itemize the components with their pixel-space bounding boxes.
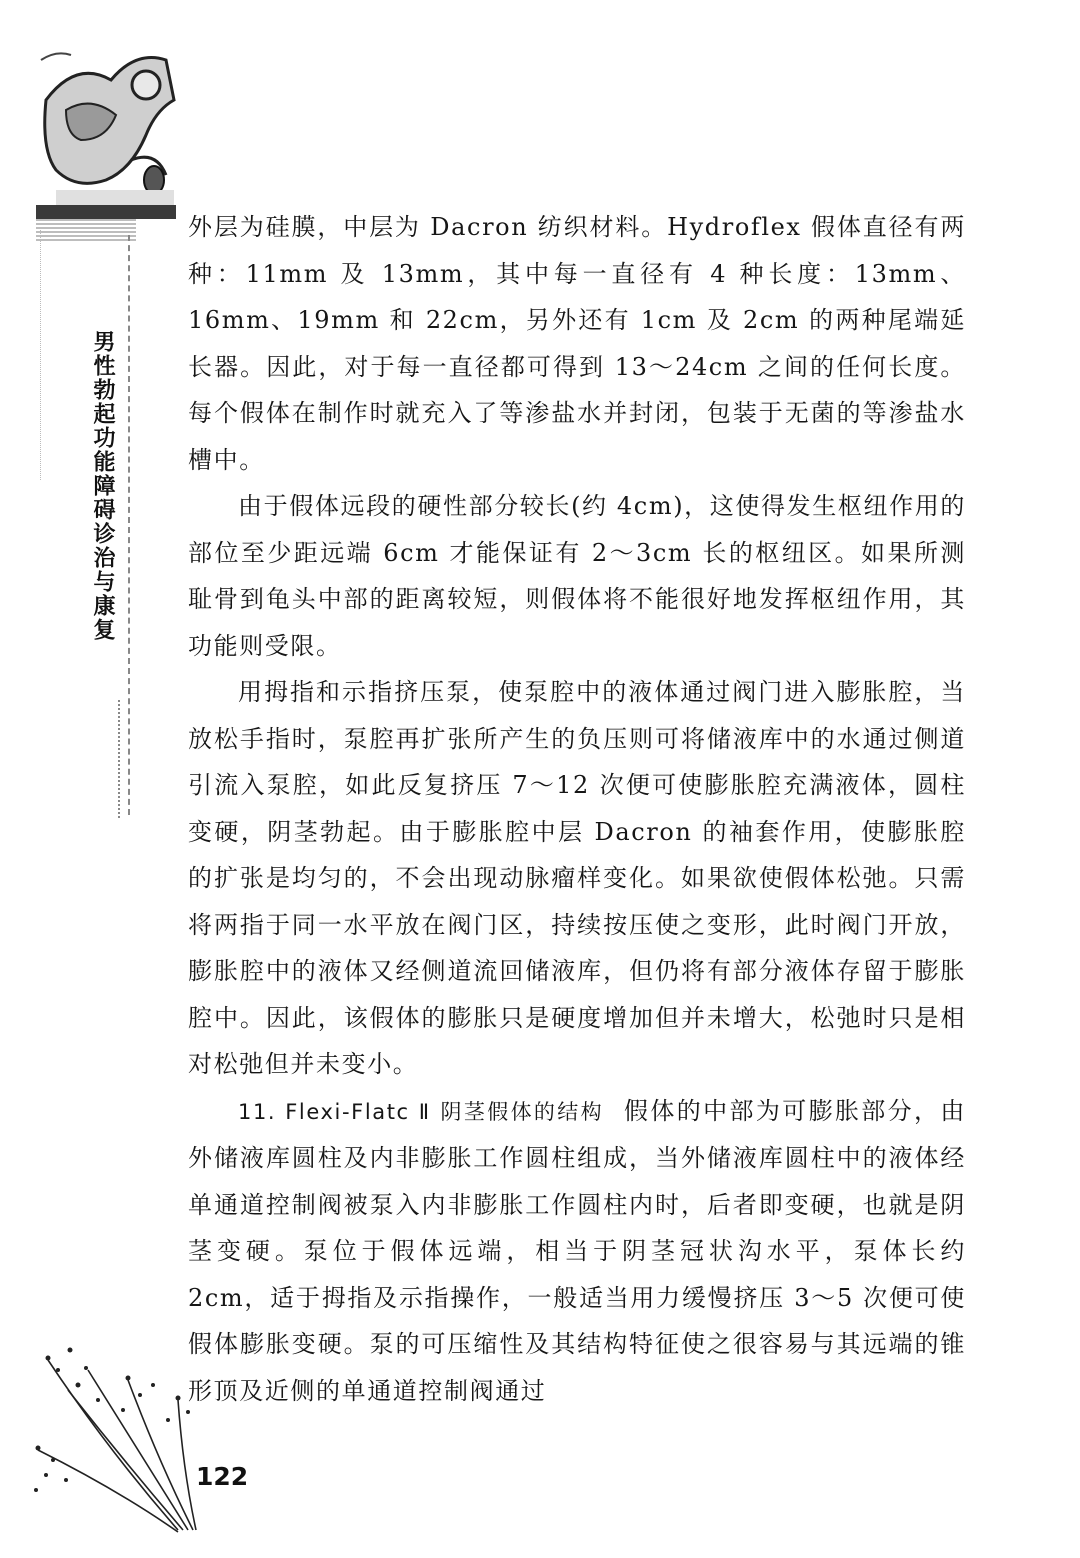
muscleman-illustration-icon <box>36 40 176 205</box>
body-text <box>188 204 966 1414</box>
grass-sprig-icon <box>28 1340 208 1540</box>
margin-dotted-line-lower <box>118 700 120 818</box>
page-number: 122 <box>196 1462 249 1491</box>
paragraph <box>188 1088 966 1415</box>
paragraph: 外层为硅膜，中层为 Dacron 纺织材料。Hydroflex 假体直径有两种：11mm 及 13mm，其中每一直径有 4 种长度：13mm、16mm、19mm 和 22cm，另外还有 1cm 及 2cm 的两种尾端延长器。因此，对于每一直径都可得到 13～24cm 之间的任何长度。每个假体在制作时就充入了等渗盐水并封闭，包装于无菌的等渗盐水槽中。 <box>188 213 966 474</box>
paragraph: 用拇指和示指挤压泵，使泵腔中的液体通过阀门进入膨胀腔，当放松手指时，泵腔再扩张所产生的负压则可将储液库中的水通过侧道引流入泵腔，如此反复挤压 7～12 次便可使膨胀腔充满液体，圆柱变硬，阴茎勃起。由于膨胀腔中层 Dacron 的袖套作用，使膨胀腔的扩张是均匀的，不会出现动脉瘤样变化。如果欲使假体松弛。只需将两指于同一水平放在阀门区，持续按压使之变形，此时阀门开放，膨胀腔中的液体又经侧道流回储液库，但仍将有部分液体存留于膨胀腔中。因此，该假体的膨胀只是硬度增加但并未增大，松弛时只是相对松弛但并未变小。 <box>188 678 966 1078</box>
section-text: 假体的中部为可膨胀部分，由外储液库圆柱及内非膨胀工作圆柱组成，当外储液库圆柱中的液体经单通道控制阀被泵入内非膨胀工作圆柱内时，后者即变硬，也就是阴茎变硬。泵位于假体远端，相当于阴茎冠状沟水平，泵体长约 2cm，适于拇指及示指操作，一般适当用力缓慢挤压 3～5 次便可使假体膨胀变硬。泵的可压缩性及其结构特征使之很容易与其远端的锥形顶及近侧的单通道控制阀通过 <box>188 1096 966 1405</box>
margin-dashed-line <box>128 235 130 815</box>
margin-dotted-line <box>40 230 41 480</box>
header-band-shading <box>36 219 136 241</box>
paragraph: 由于假体远段的硬性部分较长(约 4cm)，这使得发生枢纽作用的部位至少距远端 6cm 才能保证有 2～3cm 长的枢纽区。如果所测耻骨到龟头中部的距离较短，则假体将不能很好地发挥枢纽作用，其功能则受限。 <box>188 492 966 660</box>
book-title-vertical: 男性勃起功能障碍诊治与康复 <box>90 330 115 642</box>
header-band <box>36 205 176 219</box>
section-heading: 11. Flexi-Flatc Ⅱ 阴茎假体的结构 <box>238 1099 605 1124</box>
